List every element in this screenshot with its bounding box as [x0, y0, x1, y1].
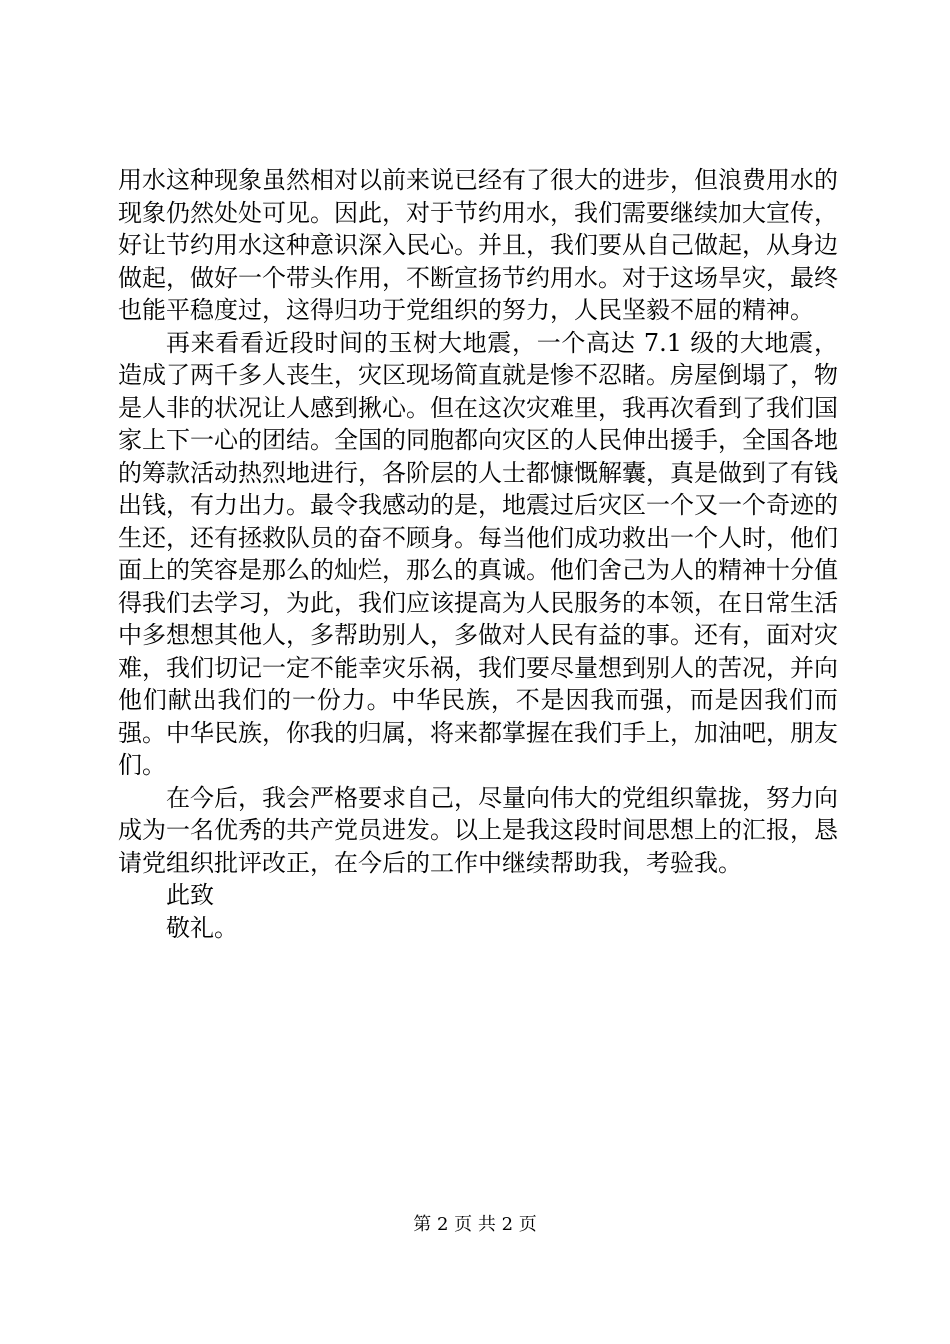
closing-salutation: 此致	[166, 881, 214, 909]
paragraph-yushu-earthquake: 再来看看近段时间的玉树大地震，一个高达 7.1 级的大地震，造成了两千多人丧生，灾区现场简直就是惨不忍睹。房屋倒塌了，物是人非的状况让人感到揪心。但在这次灾难里，我再次看到了我们国家上下一心的团结。全国的同胞都向灾区的人民伸出援手，全国各地的筹款活动热烈地进行，各阶层的人士都慷慨解囊，真是做到了有钱出钱，有力出力。最令我感动的是，地震过后灾区一个又一个奇迹的生还，还有拯救队员的奋不顾身。每当他们成功救出一个人时，他们面上的笑容是那么的灿烂，那么的真诚。他们舍己为人的精神十分值得我们去学习，为此，我们应该提高为人民服务的本领，在日常生活中多想想其他人，多帮助别人，多做对人民有益的事。还有，面对灾难，我们切记一定不能幸灾乐祸，我们要尽量想到别人的苦况，并向他们献出我们的一份力。中华民族，不是因我而强，而是因我们而强。中华民族，你我的归属，将来都掌握在我们手上，加油吧，朋友们。	[118, 328, 838, 779]
paragraph-future-commitment: 在今后，我会严格要求自己，尽量向伟大的党组织靠拢，努力向成为一名优秀的共产党员进发。以上是我这段时间思想上的汇报，恳请党组织批评改正，在今后的工作中继续帮助我，考验我。	[118, 783, 838, 877]
document-body	[118, 164, 838, 944]
paragraph-water-saving: 用水这种现象虽然相对以前来说已经有了很大的进步，但浪费用水的现象仍然处处可见。因此，对于节约用水，我们需要继续加大宣传，好让节约用水这种意识深入民心。并且，我们要从自己做起，从身边做起，做好一个带头作用，不断宣扬节约用水。对于这场旱灾，最终也能平稳度过，这得归功于党组织的努力，人民坚毅不屈的精神。	[118, 166, 838, 324]
closing-regards: 敬礼。	[166, 913, 238, 942]
page-number-footer: 第 2 页 共 2 页	[413, 1214, 537, 1235]
